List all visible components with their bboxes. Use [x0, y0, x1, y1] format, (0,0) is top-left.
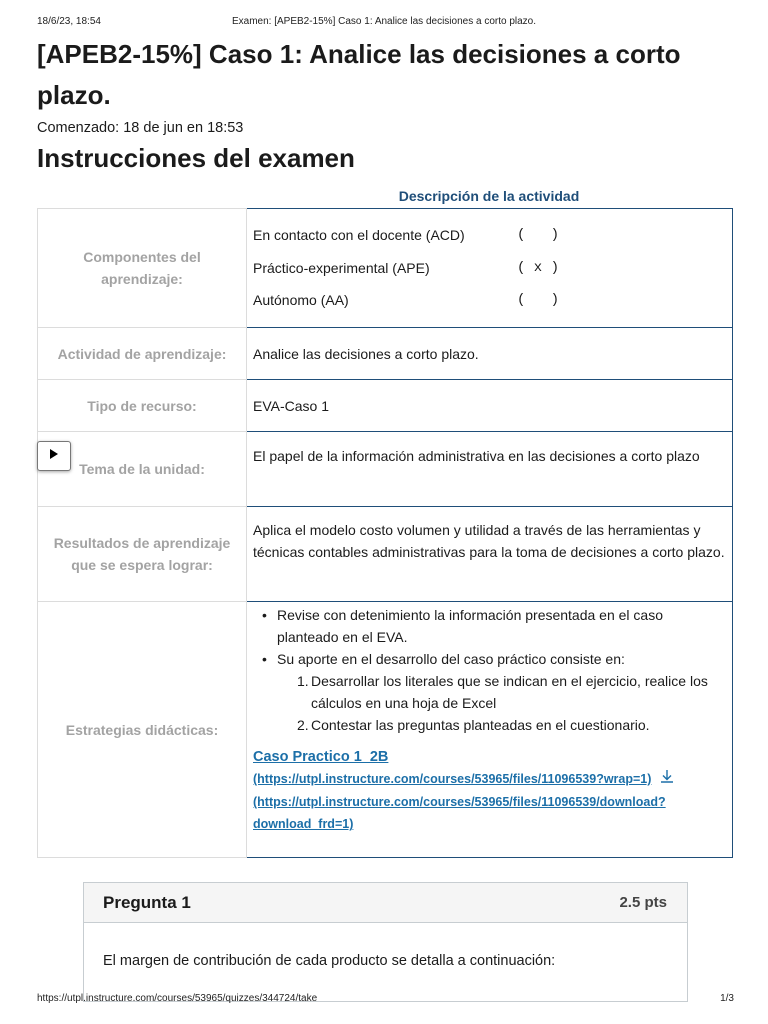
- print-page-number: 1/3: [720, 993, 734, 1004]
- question-points: 2.5 pts: [619, 894, 667, 911]
- components-cell: [247, 209, 733, 328]
- steps-list: [297, 670, 726, 736]
- list-item: [297, 714, 726, 736]
- list-item: [259, 648, 726, 736]
- list-item: [259, 604, 726, 648]
- case-file-url: (https://utpl.instructure.com/courses/53965/files/11096539?wrap=1): [253, 772, 652, 786]
- activity-caption: Descripción de la actividad: [398, 188, 580, 204]
- unit-topic-label: Tema de la unidad:: [38, 432, 247, 507]
- expected-results-value: Aplica el modelo costo volumen y utilidad a través de las herramientas y técnicas contables administrativas para la toma de decisiones a corto plazo.: [247, 507, 733, 602]
- started-info: [37, 120, 243, 136]
- expected-results-label: Resultados de aprendizaje que se espera lograr:: [38, 507, 247, 602]
- print-header: [0, 16, 768, 30]
- bullet-icon: •: [262, 651, 267, 667]
- table-row: [38, 432, 733, 507]
- case-practice-link[interactable]: Caso Practico 1_2B: [253, 749, 389, 765]
- started-label: Comenzado:: [37, 120, 120, 136]
- component-label: En contacto con el docente (ACD): [253, 227, 465, 244]
- question-header: [84, 883, 687, 923]
- started-value: 18 de jun en 18:53: [123, 120, 244, 136]
- table-row: [38, 602, 733, 858]
- print-page-title: Examen: [APEB2-15%] Caso 1: Analice las decisiones a corto plazo.: [231, 16, 537, 27]
- table-row: [38, 380, 733, 432]
- strategy-bullet-2: Su aporte en el desarrollo del caso práctico consiste en:: [277, 651, 625, 667]
- component-item: [253, 284, 726, 317]
- instructions-heading: Instrucciones del examen: [37, 143, 355, 173]
- list-item: [297, 670, 726, 714]
- download-icon[interactable]: [659, 768, 675, 791]
- table-row: [38, 209, 733, 328]
- learning-activity-value: Analice las decisiones a corto plazo.: [247, 328, 733, 380]
- activity-table: [37, 208, 733, 858]
- case-file-link[interactable]: [253, 768, 726, 791]
- components-label: Componentes del aprendizaje:: [38, 209, 247, 328]
- resource-type-label: Tipo de recurso:: [38, 380, 247, 432]
- strategies-cell: [247, 602, 733, 858]
- component-mark: ( x ): [517, 259, 560, 276]
- strategies-list: [259, 604, 726, 736]
- component-item: [253, 219, 726, 252]
- play-button[interactable]: [37, 441, 71, 471]
- step-number: 2.: [297, 717, 309, 733]
- case-download-link[interactable]: (https://utpl.instructure.com/courses/53965/files/11096539/download?download_frd=1): [253, 795, 666, 832]
- print-url: https://utpl.instructure.com/courses/53965/quizzes/344724/take: [37, 993, 318, 1004]
- strategies-label: Estrategias didácticas:: [38, 602, 247, 858]
- bullet-icon: •: [262, 607, 267, 623]
- page-title: [APEB2-15%] Caso 1: Analice las decisiones a corto plazo.: [37, 39, 681, 110]
- component-mark: ( ): [517, 227, 560, 244]
- table-row: [38, 328, 733, 380]
- question-card: [83, 882, 688, 1002]
- unit-topic-value: El papel de la información administrativa en las decisiones a corto plazo: [247, 432, 733, 507]
- component-label: Autónomo (AA): [253, 292, 349, 309]
- table-row: [38, 507, 733, 602]
- play-icon: [49, 447, 59, 465]
- component-label: Práctico-experimental (APE): [253, 259, 430, 276]
- step-text: Contestar las preguntas planteadas en el cuestionario.: [311, 717, 650, 733]
- learning-activity-label: Actividad de aprendizaje:: [38, 328, 247, 380]
- resource-type-value: EVA-Caso 1: [247, 380, 733, 432]
- component-item: [253, 252, 726, 285]
- print-datetime: 18/6/23, 18:54: [37, 16, 101, 27]
- question-text: El margen de contribución de cada producto se detalla a continuación:: [103, 953, 556, 969]
- strategy-bullet-1: Revise con detenimiento la información presentada en el caso planteado en el EVA.: [277, 607, 664, 645]
- step-number: 1.: [297, 673, 309, 689]
- question-title: Pregunta 1: [103, 893, 191, 912]
- step-text: Desarrollar los literales que se indican en el ejercicio, realice los cálculos en una hoja de Excel: [311, 673, 708, 711]
- component-mark: ( ): [517, 292, 560, 309]
